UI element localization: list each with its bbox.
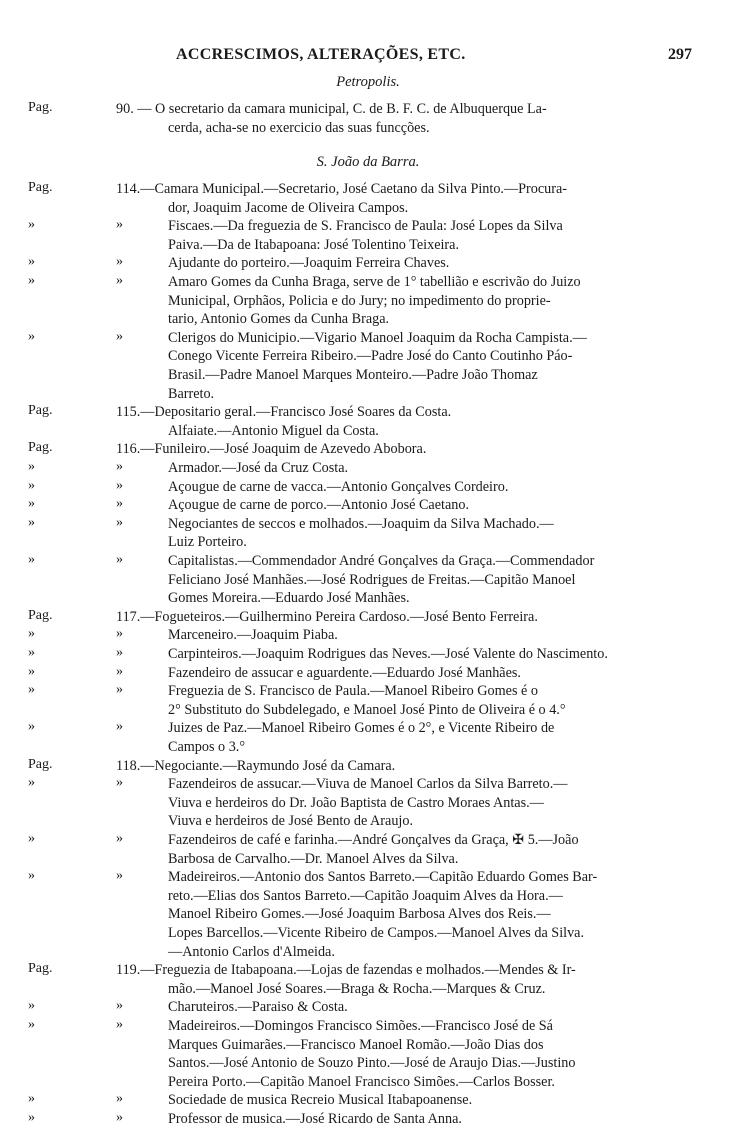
text-line: Fiscaes.—Da freguezia de S. Francisco de Paula: José Lopes da Silva <box>168 218 563 235</box>
text-line: reto.—Elias dos Santos Barreto.—Capitão Joaquim Alves da Hora.— <box>168 887 563 904</box>
text-line: Municipal, Orphãos, Policia e do Jury; no impedimento do proprie- <box>168 292 551 309</box>
entry-text <box>116 608 690 627</box>
entry-text <box>168 496 690 515</box>
text-line: Charuteiros.—Paraiso & Costa. <box>168 999 348 1016</box>
text-line: Gomes Moreira.—Eduardo José Manhães. <box>168 590 410 607</box>
page-ref: » <box>28 719 35 735</box>
text-line: Freguezia de S. Francisco de Paula.—Manoel Ribeiro Gomes é o <box>168 683 538 700</box>
ditto-mark: » <box>116 775 123 791</box>
text-line: Capitalistas.—Commendador André Gonçalves da Graça.—Commendador <box>168 553 595 569</box>
text-line: Negociantes de seccos e molhados.—Joaquim da Silva Machado.— <box>168 515 554 532</box>
text-line: Armador.—José da Cruz Costa. <box>168 460 349 476</box>
entry-text <box>168 478 690 497</box>
page-ref: Pag. <box>28 961 53 977</box>
text-line: Manoel Ribeiro Gomes.—José Joaquim Barbosa Alves dos Reis.— <box>168 906 551 923</box>
page-ref: » <box>28 682 35 698</box>
text-line: —Antonio Carlos d'Almeida. <box>168 943 335 960</box>
text-line: 90. — O secretario da camara municipal, C. de B. F. C. de Albuquerque La- <box>116 101 547 117</box>
page-ref: » <box>28 663 35 679</box>
text-line: Santos.—José Antonio de Souzo Pinto.—José de Araujo Dias.—Justino <box>168 1055 576 1072</box>
ditto-mark: » <box>116 496 123 512</box>
ditto-mark: » <box>116 682 123 698</box>
page-ref: » <box>28 626 35 642</box>
text-line: Feliciano José Manhães.—José Rodrigues de Freitas.—Capitão Manoel <box>168 571 576 588</box>
entry-text <box>168 868 690 961</box>
entry-text <box>116 100 690 137</box>
text-line: Açougue de carne de vacca.—Antonio Gonçalves Cordeiro. <box>168 478 509 495</box>
text-line: 118.—Negociante.—Raymundo José da Camara. <box>116 757 396 774</box>
ditto-mark: » <box>116 1017 123 1032</box>
entry-text <box>168 1110 690 1129</box>
text-line: Ajudante do porteiro.—Joaquim Ferreira Chaves. <box>168 255 450 272</box>
text-line: Professor de musica.—José Ricardo de Santa Anna. <box>168 1111 462 1127</box>
entry-text <box>116 961 690 998</box>
text-line: Lopes Barcellos.—Vicente Ribeiro de Campos.—Manoel Alves da Silva. <box>168 924 585 941</box>
text-line: Carpinteiros.—Joaquim Rodrigues das Neves.—José Valente do Nascimento. <box>168 646 608 662</box>
entry-text <box>168 515 690 552</box>
entry-text <box>168 217 690 254</box>
ditto-mark: » <box>116 328 123 344</box>
entry-text <box>168 664 690 683</box>
entry-text <box>168 775 690 831</box>
text-line: Fazendeiro de assucar e aguardente.—Eduardo José Manhães. <box>168 664 521 681</box>
text-line: Viuva e herdeiros do Dr. João Baptista de Castro Moraes Antas.— <box>168 794 544 811</box>
text-line: Luiz Porteiro. <box>168 534 247 551</box>
text-line: Barbosa de Carvalho.—Dr. Manoel Alves da Silva. <box>168 850 459 867</box>
entry-text <box>116 403 690 440</box>
text-line: mão.—Manoel José Soares.—Braga & Rocha.—Marques & Cruz. <box>168 980 546 997</box>
page-ref: » <box>28 775 35 791</box>
page-ref: » <box>28 254 35 270</box>
text-line: Conego Vicente Ferreira Ribeiro.—Padre José do Canto Coutinho Páo- <box>168 348 573 365</box>
page-ref: » <box>28 273 35 288</box>
text-line: Brasil.—Padre Manoel Marques Monteiro.—Padre João Thomaz <box>168 366 538 383</box>
text-line: Madeireiros.—Domingos Francisco Simões.—Francisco José de Sá <box>168 1018 553 1034</box>
entry-text <box>168 998 690 1017</box>
page-ref: » <box>28 459 35 474</box>
text-line: tario, Antonio Gomes da Cunha Braga. <box>168 311 390 328</box>
text-line: Fazendeiros de café e farinha.—André Gonçalves da Graça, ✠ 5.—João <box>168 832 579 848</box>
entry-text <box>116 440 690 459</box>
entry-text <box>168 254 690 273</box>
ditto-mark: » <box>116 514 123 530</box>
entry-text <box>168 682 690 719</box>
page-ref: » <box>28 1110 35 1125</box>
text-line: Clerigos do Municipio.—Vigario Manoel Joaquim da Rocha Campista.— <box>168 329 587 346</box>
ditto-mark: » <box>116 217 123 233</box>
text-line: 114.—Camara Municipal.—Secretario, José Caetano da Silva Pinto.—Procura- <box>116 181 567 197</box>
text-line: Barreto. <box>168 385 215 402</box>
ditto-mark: » <box>116 626 123 642</box>
page-ref: » <box>28 1017 35 1032</box>
running-head: ACCRESCIMOS, ALTERAÇÕES, ETC. <box>176 46 466 63</box>
entry-text <box>168 626 690 645</box>
ditto-mark: » <box>116 273 123 288</box>
ditto-mark: » <box>116 1091 123 1107</box>
entry-text <box>168 1017 690 1091</box>
page-ref: » <box>28 998 35 1014</box>
section-title: S. João da Barra. <box>316 154 420 170</box>
text-line: Juizes de Paz.—Manoel Ribeiro Gomes é o 2°, e Vicente Ribeiro de <box>168 720 555 737</box>
text-line: Amaro Gomes da Cunha Braga, serve de 1° tabellião e escrivão do Juizo <box>168 274 581 290</box>
ditto-mark: » <box>116 552 123 567</box>
page-ref: » <box>28 1091 35 1107</box>
text-line: Marceneiro.—Joaquim Piaba. <box>168 627 338 644</box>
page-ref: » <box>28 552 35 567</box>
page-number: 297 <box>668 46 692 63</box>
ditto-mark: » <box>116 459 123 474</box>
entry-text <box>168 1091 690 1110</box>
text-line: 116.—Funileiro.—José Joaquim de Azevedo Abobora. <box>116 441 427 458</box>
entry-text <box>168 719 690 756</box>
page-ref: » <box>28 868 35 884</box>
text-line: Campos o 3.° <box>168 738 246 755</box>
text-line: Madeireiros.—Antonio dos Santos Barreto.—Capitão Eduardo Gomes Bar- <box>168 869 598 886</box>
page-ref: » <box>28 645 35 660</box>
ditto-mark: » <box>116 1110 123 1125</box>
ditto-mark: » <box>116 998 123 1014</box>
page-header <box>0 46 736 70</box>
page-ref: Pag. <box>28 180 53 195</box>
page-ref: Pag. <box>28 607 53 623</box>
text-line: cerda, acha-se no exercicio das suas funcções. <box>168 119 430 136</box>
text-line: Paiva.—Da de Itabapoana: José Tolentino Teixeira. <box>168 236 460 253</box>
page-ref: » <box>28 328 35 344</box>
text-line: 2° Substituto do Subdelegado, e Manoel José Pinto de Oliveira é o 4.° <box>168 701 566 718</box>
entry-text <box>168 831 690 868</box>
ditto-mark: » <box>116 719 123 735</box>
text-line: 119.—Freguezia de Itabapoana.—Lojas de fazendas e molhados.—Mendes & Ir- <box>116 962 576 979</box>
entry-text <box>168 552 690 608</box>
ditto-mark: » <box>116 645 123 660</box>
ditto-mark: » <box>116 477 123 493</box>
text-line: Alfaiate.—Antonio Miguel da Costa. <box>168 422 379 439</box>
text-line: Sociedade de musica Recreio Musical Itabapoanense. <box>168 1092 473 1109</box>
ditto-mark: » <box>116 254 123 270</box>
page-ref: » <box>28 477 35 493</box>
page-ref: » <box>28 496 35 512</box>
ditto-mark: » <box>116 868 123 884</box>
page-ref: Pag. <box>28 403 53 419</box>
text-line: Pereira Porto.—Capitão Manoel Francisco Simões.—Carlos Bosser. <box>168 1073 555 1090</box>
page-ref: » <box>28 831 35 846</box>
text-line: Fazendeiros de assucar.—Viuva de Manoel Carlos da Silva Barreto.— <box>168 776 568 793</box>
entry-text <box>116 757 690 776</box>
page-ref: Pag. <box>28 100 53 115</box>
page-ref: Pag. <box>28 756 53 772</box>
page-ref: » <box>28 217 35 233</box>
section-title: Petropolis. <box>336 74 400 90</box>
entry-text <box>168 645 690 664</box>
entry-text <box>168 329 690 403</box>
page-ref: Pag. <box>28 440 53 456</box>
text-line: Viuva e herdeiros de José Bento de Araujo. <box>168 813 413 830</box>
ditto-mark: » <box>116 831 123 846</box>
text-line: Açougue de carne de porco.—Antonio José Caetano. <box>168 497 469 514</box>
text-line: Marques Guimarães.—Francisco Manoel Romão.—João Dias dos <box>168 1036 544 1053</box>
text-line: dor, Joaquim Jacome de Oliveira Campos. <box>168 199 409 216</box>
entry-text <box>168 459 690 478</box>
ditto-mark: » <box>116 663 123 679</box>
text-line: 117.—Fogueteiros.—Guilhermino Pereira Cardoso.—José Bento Ferreira. <box>116 608 538 625</box>
entry-text <box>168 273 690 329</box>
page-ref: » <box>28 514 35 530</box>
entry-text <box>116 180 690 217</box>
text-line: 115.—Depositario geral.—Francisco José Soares da Costa. <box>116 404 452 421</box>
